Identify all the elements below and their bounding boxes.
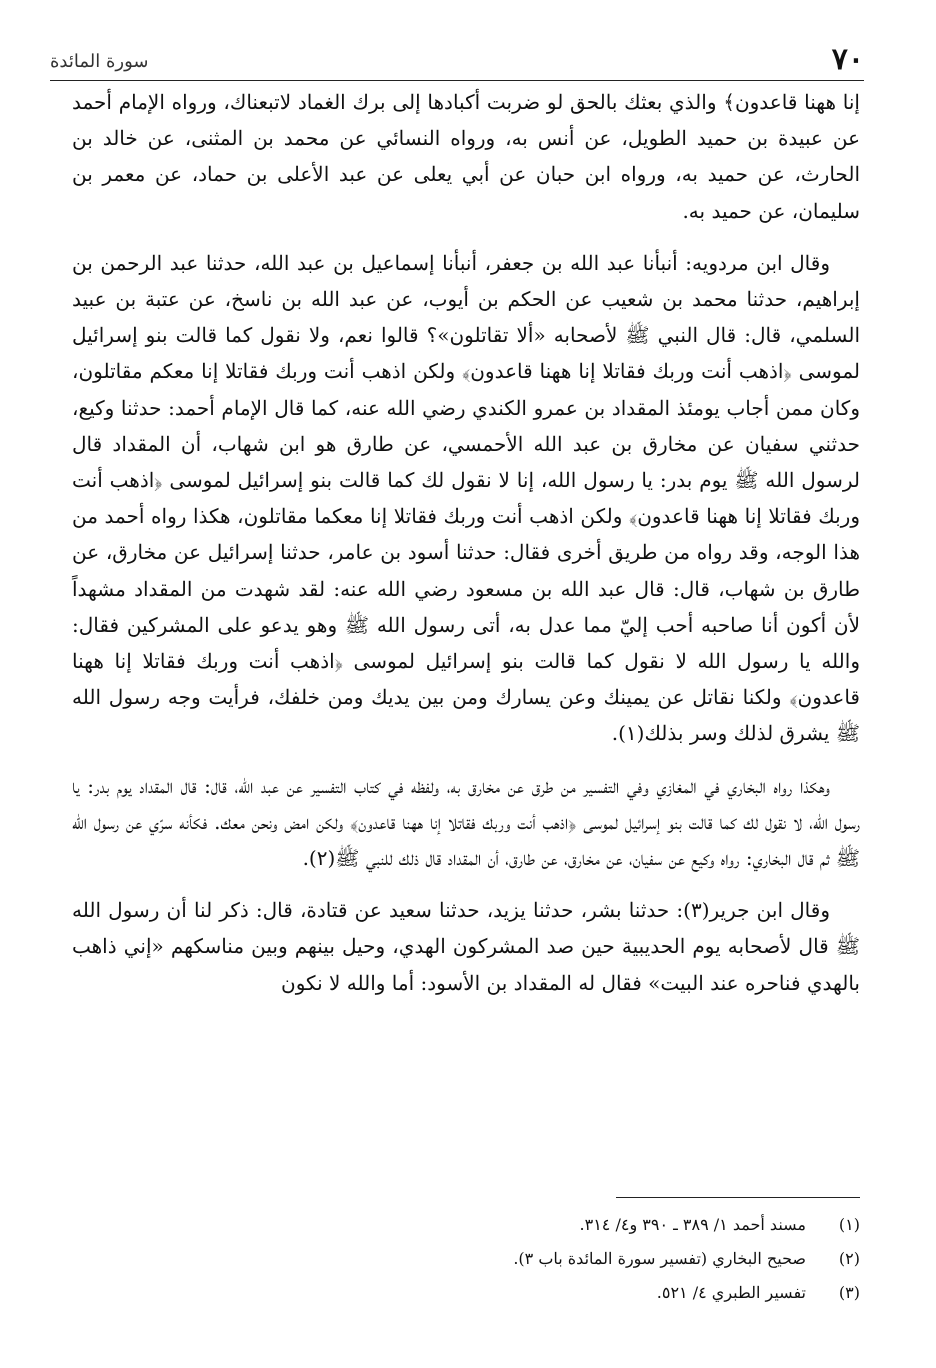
paragraph-ibn-jarir: وقال ابن جرير(٣): حدثنا بشر، حدثنا يزيد، حدثنا سعيد عن قتادة، قال: ذكر لنا أن رسول الله ﷺ قال لأصحابه يوم الحديبية حين صد المشركون الهدي، وحيل بينهم وبين مناسكهم «إني ذاهب بالهدي فناحره عند البيت» فقال له المقداد بن الأسود: أما والله لا نكون xyxy=(72,898,860,995)
footnote-text: تفسير الطبري ٤/ ٥٢١. xyxy=(656,1283,806,1302)
footnote-text: مسند أحمد ١/ ٣٨٩ ـ ٣٩٠ و٤/ ٣١٤. xyxy=(579,1215,806,1234)
running-title: سورة المائدة xyxy=(50,51,149,72)
footnotes-list xyxy=(72,1208,860,1310)
page-header xyxy=(50,40,864,81)
footnote-number: (٢) xyxy=(838,1249,860,1268)
page-number: ٧٠ xyxy=(831,42,864,77)
footnote-text: صحيح البخاري (تفسير سورة المائدة باب ٣). xyxy=(513,1249,806,1268)
main-text xyxy=(72,84,860,1017)
paragraph-continuation: إنا ههنا قاعدون﴾ والذي بعثك بالحق لو ضربت أكبادها إلى برك الغماد لاتبعناك، ورواه الإمام أحمد عن عبيدة بن حميد الطويل، عن أنس به، ورواه النسائي عن محمد بن المثنى، عن خالد بن الحارث، عن حميد به، ورواه ابن حبان عن أبي يعلى عن عبد الأعلى بن حماد، عن معمر بن سليمان، عن حميد به. xyxy=(72,90,860,223)
paragraph-ibn-mardawayh: وقال ابن مردويه: أنبأنا عبد الله بن جعفر، أنبأنا إسماعيل بن عبد الله، حدثنا عبد الرحمن بن إبراهيم، حدثنا محمد بن شعيب عن الحكم بن أيوب، عن عبد الله بن ناسخ، عن عتبة بن عبيد السلمي، قال: قال النبي ﷺ لأصحابه «ألا تقاتلون»؟ قالوا نعم، ولا نقول كما قالت بنو إسرائيل لموسى ﴿اذهب أنت وربك فقاتلا إنا ههنا قاعدون﴾ ولكن اذهب أنت وربك فقاتلا إنا معكم مقاتلون، وكان ممن أجاب يومئذ المقداد بن عمرو الكندي رضي الله عنه، كما قال الإمام أحمد: حدثنا وكيع، حدثني سفيان عن مخارق بن عبد الله الأحمسي، عن طارق هو ابن شهاب، أن المقداد قال لرسول الله ﷺ يوم بدر: يا رسول الله، إنا لا نقول لك كما قالت بنو إسرائيل لموسى ﴿اذهب أنت وربك فقاتلا إنا ههنا قاعدون﴾ ولكن اذهب أنت وربك فقاتلا إنا معكما مقاتلون، هكذا رواه أحمد من هذا الوجه، وقد رواه من طريق أخرى فقال: حدثنا أسود بن عامر، حدثنا إسرائيل عن مخارق، عن طارق بن شهاب، قال: قال عبد الله بن مسعود رضي الله عنه: لقد شهدت من المقداد مشهداً لأن أكون أنا صاحبه أحب إليّ مما عدل به، أتى رسول الله ﷺ وهو يدعو على المشركين فقال: والله يا رسول الله لا نقول كما قالت بنو إسرائيل لموسى ﴿اذهب أنت وربك فقاتلا إنا ههنا قاعدون﴾ ولكنا نقاتل عن يمينك وعن يسارك ومن بين يديك ومن خلفك، فرأيت وجه رسول الله ﷺ يشرق لذلك وسر بذلك(١). xyxy=(72,250,860,746)
footnote-number: (٣) xyxy=(838,1283,860,1302)
footnote-item xyxy=(72,1242,860,1276)
footnote-item xyxy=(72,1208,860,1242)
footnote-number: (١) xyxy=(838,1215,860,1234)
footnote-divider xyxy=(616,1197,860,1198)
paragraph-bukhari: وهكذا رواه البخاري في المغازي وفي التفسير من طرق عن مخارق به، ولفظه في كتاب التفسير عن عبد الله، قال: قال المقداد يوم بدر: يا رسول الله، لا نقول لك كما قالت بنو إسرائيل لموسى ﴿اذهب أنت وربك فقاتلا إنا ههنا قاعدون﴾ ولكن امض ونحن معك. فكأنه سرّي عن رسول الله ﷺ ثم قال البخاري: رواه وكيع عن سفيان، عن مخارق، عن طارق، أن المقداد قال ذلك للنبي ﷺ(٢). xyxy=(72,773,860,871)
footnote-item xyxy=(72,1276,860,1310)
